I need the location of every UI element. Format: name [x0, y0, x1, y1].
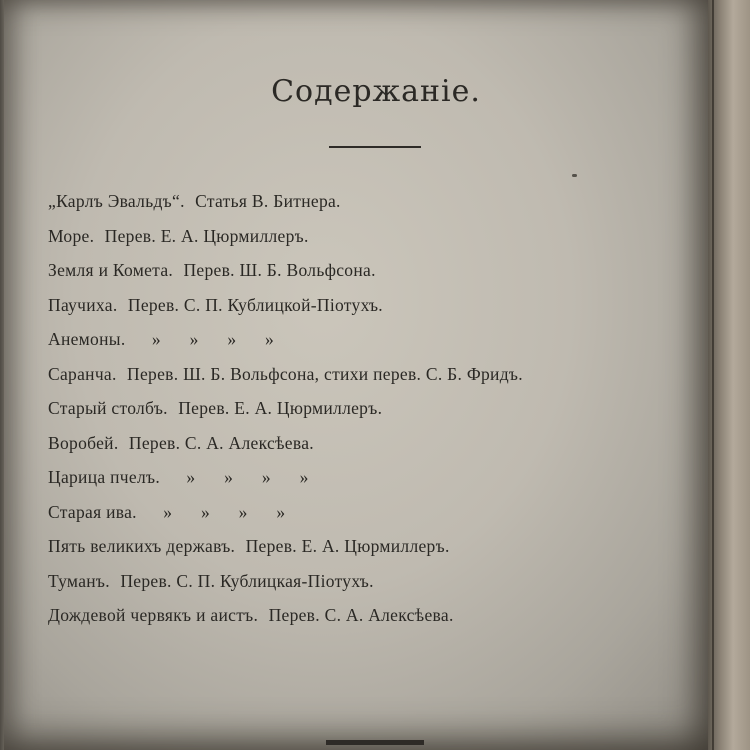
entry-credit: Перев. Е. А. Цюрмиллеръ. [178, 398, 383, 418]
book-page [4, 0, 712, 750]
entry-credit: Статья В. Битнера. [195, 191, 341, 211]
toc-entry [48, 326, 688, 361]
entry-title: „Карлъ Эвальдъ“. [48, 191, 185, 211]
toc-entry [48, 257, 688, 292]
table-of-contents [48, 188, 688, 637]
entry-credit: Перев. С. А. Алексѣева. [128, 432, 314, 453]
entry-title: Земля и Комета. [48, 260, 174, 280]
ditto-marks: » » » » [151, 329, 275, 349]
entry-title: Пять великихъ державъ. [48, 536, 236, 556]
entry-title: Анемоны. [48, 329, 126, 349]
toc-entry [48, 533, 688, 568]
toc-entry [48, 292, 688, 327]
entry-title: Дождевой червякъ и аистъ. [48, 605, 259, 625]
entry-title: Старый столбъ. [48, 398, 168, 418]
toc-entry [48, 499, 688, 534]
entry-title: Воробей. [48, 432, 119, 453]
entry-credit: Перев. Е. А. Цюрмиллеръ. [245, 536, 450, 556]
entry-title: Туманъ. [48, 570, 110, 591]
toc-entry [48, 188, 688, 223]
toc-entry [48, 568, 688, 603]
toc-entry [48, 464, 688, 499]
entry-title: Паучиха. [48, 294, 118, 315]
entry-credit: Перев. С. А. Алексѣева. [268, 605, 454, 625]
entry-credit: Перев. С. П. Кублицкой-Піотухъ. [127, 294, 383, 315]
entry-credit: Перев. С. П. Кублицкая-Піотухъ. [120, 570, 374, 591]
toc-entry [48, 602, 688, 637]
toc-entry [48, 223, 688, 258]
entry-title: Саранча. [48, 363, 117, 384]
entry-credit: Перев. Е. А. Цюрмиллеръ. [104, 225, 309, 246]
toc-entry [48, 361, 688, 396]
bottom-divider [326, 740, 424, 745]
toc-entry [48, 430, 688, 465]
entry-title: Море. [48, 225, 95, 246]
ditto-marks: » » » » [186, 467, 309, 487]
right-page-edge [708, 0, 750, 750]
toc-entry [48, 395, 688, 430]
page-title: Содержаніе. [271, 74, 481, 109]
ditto-marks: » » » » [163, 501, 286, 522]
title-divider [329, 146, 421, 148]
paper-speck [572, 174, 577, 177]
entry-credit: Перев. Ш. Б. Вольфсона, стихи перев. С. Б. Фридъ. [127, 363, 523, 384]
entry-title: Царица пчелъ. [48, 467, 161, 487]
entry-credit: Перев. Ш. Б. Вольфсона. [183, 260, 376, 280]
entry-title: Старая ива. [48, 501, 137, 522]
